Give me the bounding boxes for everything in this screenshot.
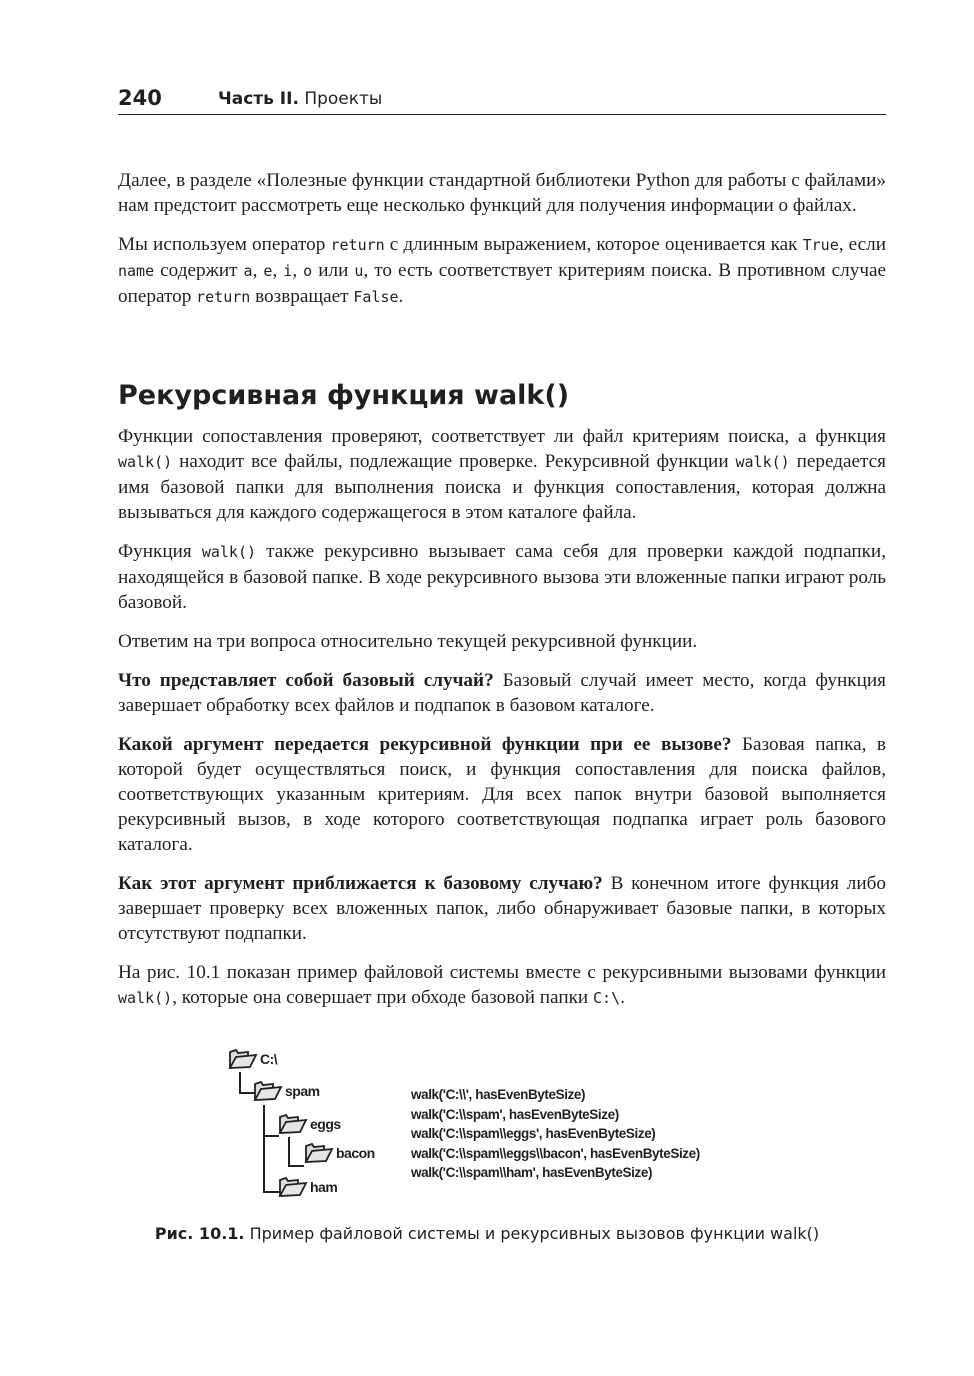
folder-icon — [278, 1175, 308, 1199]
inline-code: walk() — [118, 453, 173, 471]
part-label: Часть II. — [218, 89, 299, 109]
folder-icon — [228, 1047, 258, 1071]
folder-icon — [253, 1079, 283, 1103]
paragraph — [118, 668, 886, 718]
bold-question: Что представляет собой базовый случай? — [118, 670, 494, 691]
walk-call: walk('C:\\', hasEvenByteSize) — [411, 1087, 586, 1102]
section-heading: Рекурсивная функция walk() — [118, 380, 570, 411]
inline-code: u — [354, 262, 364, 280]
text-run: . — [398, 286, 404, 307]
folder-name: bacon — [336, 1145, 375, 1161]
text-run: Функции сопоставления проверяют, соответствует ли файл критериям поиска, а функция — [118, 426, 886, 447]
folder-icon — [278, 1112, 308, 1136]
section-body — [118, 424, 886, 1025]
folder-node — [228, 1047, 277, 1071]
inline-code: a — [243, 262, 253, 280]
folder-node — [278, 1112, 341, 1136]
paragraph — [118, 732, 886, 857]
paragraph — [118, 232, 886, 310]
text-run: Мы используем оператор — [118, 234, 331, 255]
intro-text — [118, 168, 886, 324]
page-number: 240 — [118, 86, 162, 110]
paragraph — [118, 960, 886, 1011]
inline-code: False — [353, 288, 399, 306]
walk-call: walk('C:\\spam\\ham', hasEvenByteSize) — [411, 1165, 653, 1180]
figure-10-1 — [228, 1045, 788, 1205]
text-run: передается имя базовой папки для выполнения поиска и функция сопоставления, которая должна вызываться для каждого содержащегося в этом каталоге файла. — [118, 451, 886, 523]
part-title — [218, 89, 382, 109]
text-run: находит все файлы, подлежащие проверке. Рекурсивной функции — [172, 451, 736, 472]
folder-name: spam — [285, 1083, 320, 1099]
tree-line — [263, 1135, 279, 1193]
inline-code: return — [196, 288, 251, 306]
text-run: . — [620, 987, 625, 1008]
walk-call: walk('C:\\spam', hasEvenByteSize) — [411, 1106, 619, 1122]
folder-name: C:\ — [260, 1051, 278, 1067]
text-run: Базовый случай имеет место, когда функция завершает обработку всех файлов и подпапок в базовом каталоге. — [118, 670, 886, 716]
walk-call: walk('C:\\spam\\eggs\\bacon', hasEvenByteSize) — [411, 1145, 700, 1161]
inline-code: walk() — [735, 453, 790, 471]
walk-call: walk('C:\\spam\\eggs', hasEvenByteSize) — [411, 1126, 656, 1141]
inline-code: True — [802, 236, 839, 254]
caption-text: Пример файловой системы и рекурсивных вызовов функции walk() — [244, 1224, 820, 1243]
folder-node — [304, 1141, 375, 1165]
text-run: с длинным выражением, которое оценивается как — [384, 234, 803, 255]
folder-node — [278, 1175, 337, 1199]
folder-node — [253, 1079, 320, 1103]
paragraph — [118, 424, 886, 525]
paragraph — [118, 871, 886, 946]
folder-name: eggs — [310, 1116, 341, 1132]
inline-code: C:\ — [592, 989, 621, 1007]
text-run: , — [252, 260, 264, 281]
inline-code: return — [330, 236, 385, 254]
inline-code: walk() — [118, 989, 173, 1007]
tree-line — [288, 1137, 304, 1167]
text-run: содержит — [154, 260, 244, 281]
text-run: возвращает — [250, 286, 354, 307]
text-run: , — [292, 260, 304, 281]
text-run: , которые она совершает при обходе базовой папки — [172, 987, 593, 1008]
caption-label: Рис. 10.1. — [154, 1224, 245, 1243]
inline-code: name — [118, 262, 155, 280]
paragraph — [118, 539, 886, 615]
tree-line — [263, 1105, 279, 1137]
paragraph — [118, 168, 886, 218]
text-run: На рис. 10.1 показан пример файловой системы вместе с рекурсивными вызовами функции — [118, 962, 886, 983]
inline-code: e — [263, 262, 273, 280]
walk-calls — [411, 1085, 700, 1183]
folder-icon — [304, 1141, 334, 1165]
text-run: Ответим на три вопроса относительно текущей рекурсивной функции. — [118, 631, 698, 652]
text-run: также рекурсивно вызывает сама себя для проверки каждой подпапки, находящейся в базовой папке. В ходе рекурсивного вызова эти вложенные папки играют роль базовой. — [118, 541, 886, 613]
paragraph — [118, 629, 886, 654]
bold-question: Какой аргумент передается рекурсивной функции при ее вызове? — [118, 734, 732, 755]
running-header — [118, 84, 886, 115]
text-run: Далее, в разделе «Полезные функции стандартной библиотеки Python для работы с файлами» нам предстоит рассмотреть еще несколько функций для получения информации о файлах. — [118, 170, 886, 216]
text-run: , если — [838, 234, 887, 255]
inline-code: i — [283, 262, 293, 280]
text-run: Базовая папка, в которой будет осуществляться поиск, и функция сопоставления для поиска файлов, соответствующих указанным критериям. Для всех папок внутри базовой выполняется рекурсивный вызов, в ходе которого соответствующая подпапка играет роль базового каталога. — [118, 734, 886, 855]
part-name: Проекты — [298, 89, 383, 109]
folder-name: ham — [310, 1179, 338, 1195]
bold-question: Как этот аргумент приближается к базовому случаю? — [118, 873, 603, 894]
text-run: , то есть соответствует критериям поиска. В противном случае оператор — [118, 260, 887, 307]
text-run: Функция — [118, 541, 202, 562]
inline-code: walk() — [201, 543, 257, 561]
inline-code: o — [303, 262, 313, 280]
text-run: В конечном итоге функция либо завершает проверку всех вложенных папок, либо обнаруживает базовые папки, в которых отсутствуют подпапки. — [118, 873, 886, 944]
text-run: или — [312, 260, 355, 281]
figure-caption — [0, 1224, 974, 1243]
text-run: , — [272, 260, 284, 281]
